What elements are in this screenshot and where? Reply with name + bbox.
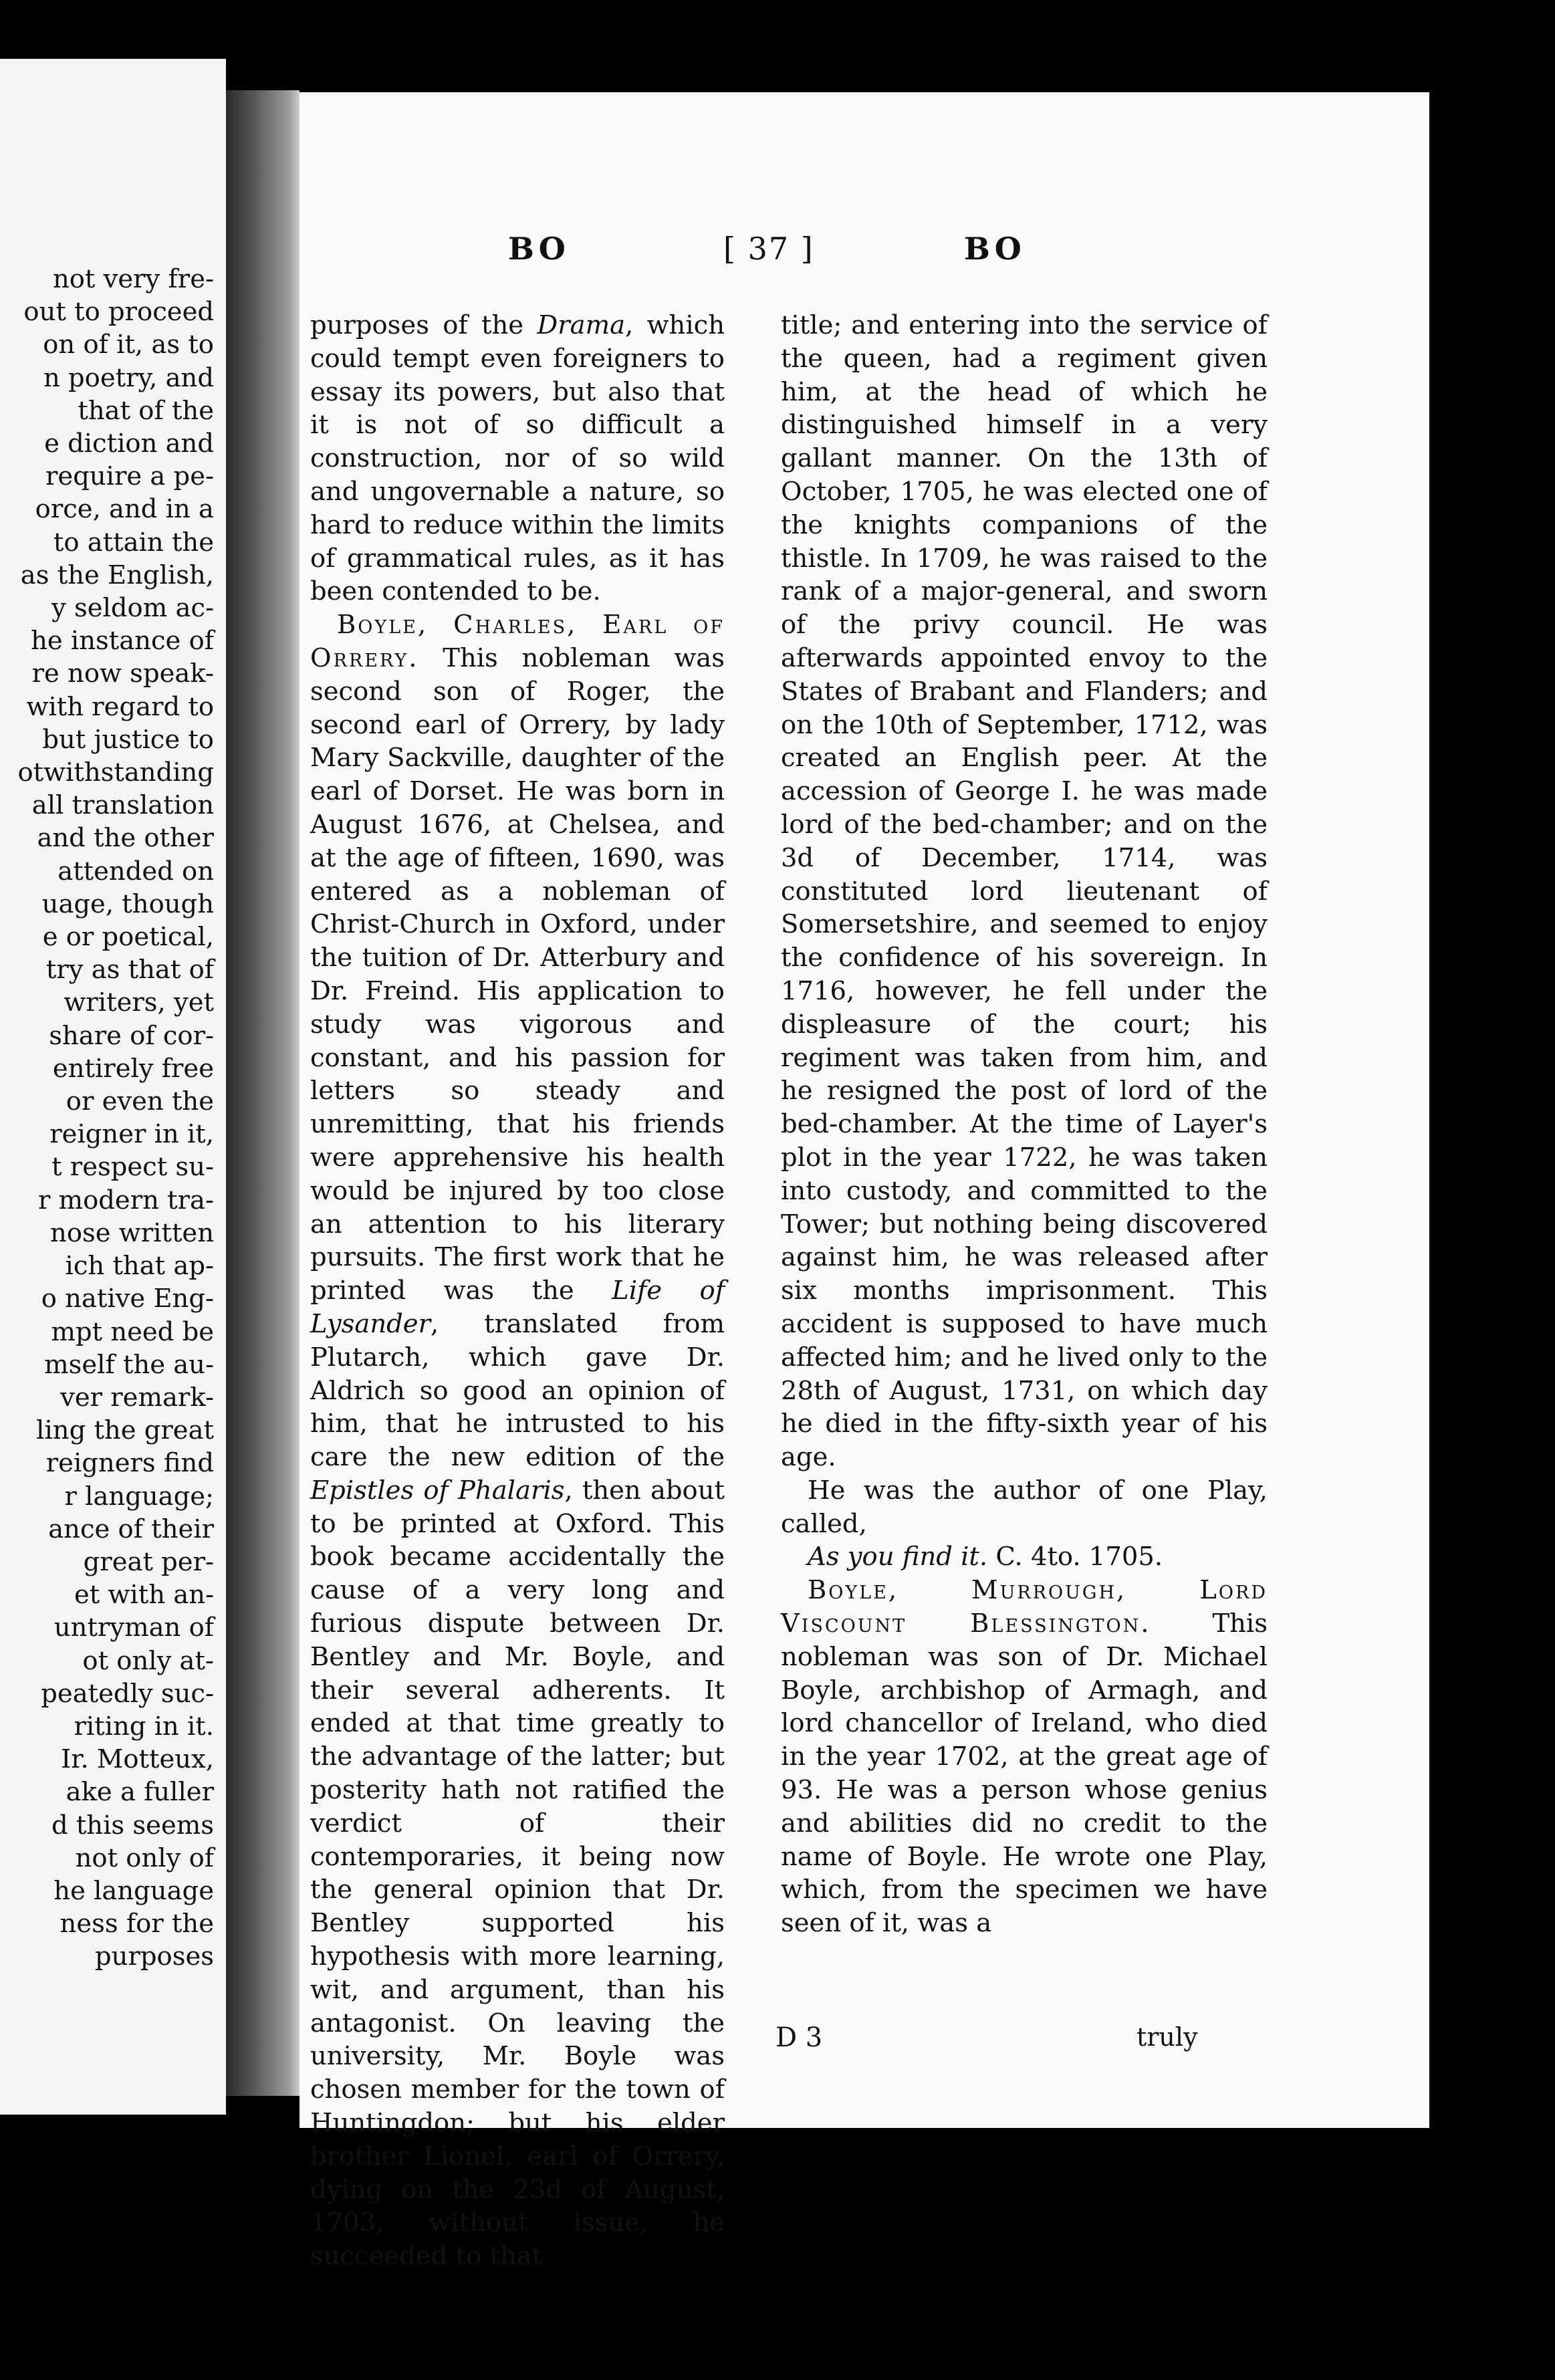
left-page-line: writers, yet [64,987,214,1018]
paragraph-drama [310,309,725,608]
running-head-right: BO [964,231,1026,267]
left-page-line: orce, and in a [35,494,214,525]
left-page-line: re now speak- [31,659,214,689]
left-page-line: d this seems [51,1810,214,1840]
left-page-line: mself the au- [44,1349,214,1380]
left-page-line: great per- [83,1546,214,1577]
left-page-line: try as that of [45,955,214,985]
left-column [310,309,725,2273]
text-run: , then about to be printed at Oxford. This book became accidentally the cause of a very long and furious dispute between Dr. Bentley and Mr. Boyle, and their several adherents. It ended at that time greatly to the advantage of the latter; but posterity hath not ratified the verdict of their contemporaries, it being now the general opinion that Dr. Bentley supported his hypothesis with more learning, wit, and argument, than his antagonist. On leaving the university, Mr. Boyle was chosen member for the town of Huntingdon; but his elder brother Lionel, earl of Orrery, dying on the 23d of August, 1703, without issue, he succeeded to that [310,1475,725,2272]
left-page-line: to attain the [53,527,214,558]
left-page-line: nose written [50,1217,214,1248]
left-page-line: ver remark- [60,1382,214,1413]
left-page-line: uage, though [41,888,214,919]
left-page-line: with regard to [26,691,214,722]
left-page-line: ich that ap- [65,1251,214,1282]
signature-mark: D 3 [775,2022,823,2053]
entry-heading: Boyle, Murrough, Lord Viscount Blessington. [781,1575,1268,1639]
left-page-line: purposes [95,1941,214,1972]
right-column [781,309,1268,1940]
left-page-line: not only of [75,1842,214,1873]
text-run: This nobleman was son of Dr. Michael Boyle, archbishop of Armagh, and lord chancellor of Ireland, who died in the year 1702, at the great age of 93. He was a person whose genius and abilities did no credit to the name of Boyle. He wrote one Play, which, from the specimen we have seen of it, was a [781,1609,1268,1939]
italic-drama: Drama [537,310,626,340]
left-page-line: reigner in it, [49,1119,214,1150]
left-page-line: attended on [57,856,214,886]
left-page-line: Ir. Motteux, [61,1744,214,1775]
left-page-line: o native Eng- [41,1284,214,1314]
left-page-line: require a pe- [45,461,214,492]
left-page-line: r modern tra- [37,1185,214,1215]
entry-heading: Boyle, Charles, Earl of Orrery. [310,610,725,673]
left-page-line: but justice to [42,724,214,755]
left-page-line: reigners find [45,1448,214,1479]
left-page-line: out to proceed [23,297,214,328]
italic-phalaris: Epistles of Phalaris [310,1475,565,1506]
left-page-line: ake a fuller [66,1777,214,1808]
left-page-line: ness for the [59,1909,214,1939]
left-page-line: peatedly suc- [41,1678,214,1709]
left-page-text [0,263,214,1974]
left-page-line: riting in it. [74,1711,214,1742]
left-page-line: otwithstanding [17,757,214,788]
entry-continuation: title; and entering into the service of the queen, had a regiment given him, at the head of which he distinguished himself in a very gallant manner. On the 13th of October, 1705, he was elected one of the knights companions of the thistle. In 1709, he was raised to the rank of a major-general, and sworn of the privy council. He was afterwards appointed envoy to the States of Brabant and Flanders; and on the 10th of September, 1712, was created an English peer. At the accession of George I. he was made lord of the bed-chamber; and on the 3d of December, 1714, was constituted lord lieutenant of Somersetshire, and seemed to enjoy the confidence of his sovereign. In 1716, however, he fell under the displeasure of the court; his regiment was taken from him, and he resigned the post of lord of the bed-chamber. At the time of Layer's plot in the year 1722, he was taken into custody, and committed to the Tower; but nothing being discovered against him, he was released after six months imprisonment. This accident is supposed to have much affected him; and he lived only to the 28th of August, 1731, on which day he died in the fifty-sixth year of his age. [781,310,1268,1473]
book-gutter [226,90,300,2096]
play-entry [781,1540,1268,1574]
left-page-line: e or poetical, [42,922,214,953]
left-page-line: and the other [37,823,214,854]
left-page-line: not very fre- [52,264,214,294]
left-page-line: that of the [78,395,214,426]
play-title: As you find it. [808,1542,988,1572]
left-page-line: et with an- [74,1580,214,1611]
entry-boyle-charles [310,608,725,2273]
left-page-line: ot only at- [82,1645,214,1676]
play-intro: He was the author of one Play, called, [781,1475,1268,1539]
left-page-line: ling the great [36,1415,214,1446]
left-page-line: share of cor- [49,1020,214,1051]
running-head-left: BO [508,231,570,267]
text-run: , which could tempt even foreigners to essay its powers, but also that it is not of so difficult a construction, nor of so wild and ungovernable a nature, so hard to reduce within the limits of grammatical rules, as it has been contended to be. [310,310,725,607]
left-page-line: on of it, as to [43,330,214,360]
italic-lysander: Life of Lysander [310,1276,725,1339]
text-run: This nobleman was second son of Roger, the second earl of Orrery, by lady Mary Sackville, daughter of the earl of Dorset. He was born in August 1676, at Chelsea, and at the age of fifteen, 1690, was entered as a nobleman of Christ-Church in Oxford, under the tuition of Dr. Atterbury and Dr. Freind. His application to study was vigorous and constant, and his passion for letters so steady and unremitting, that his friends were apprehensive his health would be injured by too close an attention to his literary pursuits. The first work that he printed was the [310,642,725,1306]
left-page-line: mpt need be [51,1316,214,1347]
page-number: [ 37 ] [723,231,814,267]
left-page-line: he instance of [31,626,214,657]
left-page-line: or even the [66,1086,214,1117]
left-page-line: ance of their [48,1514,214,1544]
left-page-line: y seldom ac- [51,593,214,624]
text-run: purposes of the [310,310,537,340]
left-page-line: entirely free [52,1053,214,1084]
left-page-line: r language; [64,1481,214,1512]
left-page-line: t respect su- [51,1152,214,1183]
left-page-line: untryman of [53,1613,214,1643]
catchword: truly [1137,2022,1198,2052]
left-page-line: n poetry, and [43,362,214,393]
left-page-line: as the English, [20,560,214,590]
entry-boyle-murrough [781,1574,1268,1940]
play-info: C. 4to. 1705. [987,1542,1163,1572]
left-facing-page [0,59,226,2115]
left-page-line: all translation [31,790,214,821]
left-page-line: he language [53,1875,214,1906]
left-page-line: e diction and [44,429,214,459]
text-run: , translated from Plutarch, which gave Dr. Aldrich so good an opinion of him, that he intrusted to his care the new edition of the [310,1308,725,1473]
